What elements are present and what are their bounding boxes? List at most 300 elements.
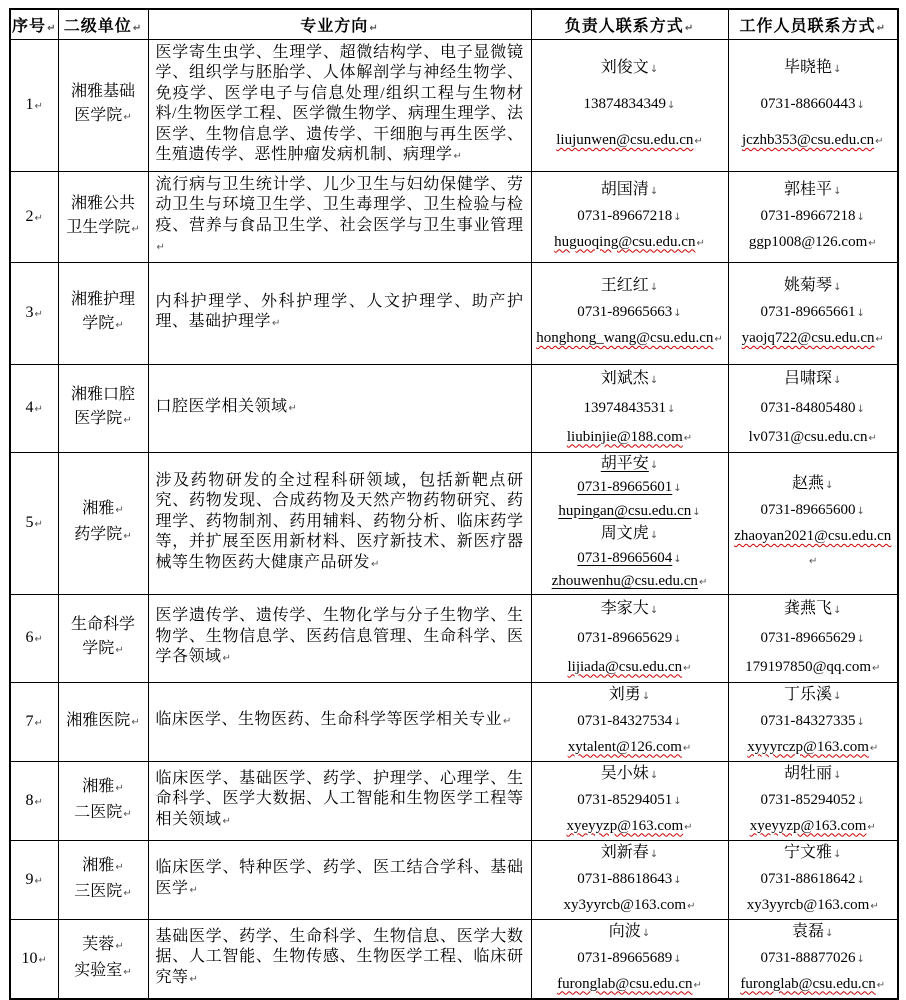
line-break-mark: ↓ (649, 848, 659, 860)
contact-phone: 0731-85294051 (577, 791, 673, 808)
line-break-mark: ↓ (673, 633, 682, 645)
contact-name: 袁磊 (792, 922, 825, 940)
lead-contact-cell (531, 919, 728, 999)
contact-line (729, 274, 898, 300)
specialty-cell (148, 262, 531, 364)
paragraph-mark: ↵ (875, 334, 884, 345)
line-break-mark: ↓ (649, 530, 659, 541)
table-body (10, 39, 898, 999)
paragraph-mark: ↵ (47, 22, 57, 34)
row-number: 9 (25, 870, 34, 888)
line-break-mark: ↓ (673, 716, 682, 728)
row-number: 10 (21, 949, 38, 967)
row-number-cell (10, 761, 58, 840)
contact-line (532, 476, 728, 500)
unit-cell (58, 919, 148, 999)
contact-email: zhaoyan2021@csu.edu.cn (734, 528, 892, 544)
paragraph-mark: ↵ (870, 900, 879, 912)
row-number: 5 (25, 514, 34, 531)
header-label: 序号 (12, 17, 47, 35)
paragraph-mark: ↵ (222, 653, 232, 665)
contact-line (729, 87, 898, 123)
paragraph-mark: ↵ (131, 716, 140, 728)
contact-name: 姚菊琴 (784, 277, 833, 294)
specialty-text: 流行病与卫生统计学、儿少卫生与妇幼保健学、劳动卫生与环境卫生学、卫生毒理学、卫生检验与检疫、营养与食品卫生学、社会医学与卫生事业管理↵ (156, 175, 524, 259)
contact-email: zhouwenhu@csu.edu.cn (551, 573, 698, 589)
line-break-mark: ↓ (649, 282, 659, 293)
paragraph-mark: ↵ (683, 662, 692, 674)
paragraph-mark: ↵ (683, 432, 693, 444)
paragraph-mark: ↵ (698, 577, 708, 588)
staff-contact-cell (728, 171, 898, 262)
contact-phone: 0731-84327534 (577, 712, 673, 729)
line-break-mark: ↓ (667, 100, 676, 111)
specialty-text: 口腔医学相关领域↵ (156, 397, 524, 420)
paragraph-mark: ↵ (693, 979, 702, 991)
staff-contact-cell (728, 919, 898, 999)
paragraph-mark: ↵ (132, 22, 143, 34)
unit-name-line: 二医院↵ (59, 801, 148, 827)
contact-line (729, 762, 898, 788)
contact-line (532, 547, 728, 571)
contact-line (729, 709, 898, 735)
paragraph-mark: ↵ (503, 716, 512, 728)
line-break-mark: ↓ (833, 604, 842, 616)
unit-name-line: 湘雅↵ (59, 854, 148, 880)
line-break-mark: ↓ (673, 308, 682, 319)
line-break-mark: ↓ (649, 374, 659, 386)
contact-line (532, 814, 728, 840)
contact-name: 毕晓艳 (784, 59, 833, 76)
line-break-mark: ↓ (649, 64, 659, 75)
contact-line (532, 653, 728, 682)
row-number-cell (10, 840, 58, 919)
contact-name: 宁文雅 (784, 843, 833, 861)
contact-line (729, 472, 898, 498)
row-number: 6 (25, 629, 34, 646)
line-break-mark: ↓ (856, 795, 865, 807)
contact-line (532, 204, 728, 230)
contact-phone: 0731-84805480 (760, 399, 856, 416)
specialty-text: 临床医学、生物医药、生命科学等医学相关专业↵ (156, 710, 524, 733)
lead-contact-cell (531, 364, 728, 452)
line-break-mark: ↓ (649, 604, 659, 616)
paragraph-mark: ↵ (189, 884, 199, 896)
paragraph-mark: ↵ (682, 742, 692, 754)
paragraph-mark: ↵ (687, 900, 696, 912)
specialty-cell (148, 840, 531, 919)
contact-phone: 0731-89665661 (760, 304, 856, 320)
unit-name-line: 卫生学院↵ (59, 216, 148, 242)
paragraph-mark: ↵ (34, 717, 43, 729)
contact-line (729, 814, 898, 840)
contact-name: 刘新春 (600, 843, 649, 861)
paragraph-mark: ↵ (868, 237, 877, 249)
line-break-mark: ↓ (856, 506, 865, 517)
contact-phone: 0731-89667218 (577, 207, 673, 224)
contact-line (729, 735, 898, 761)
row-number-cell (10, 364, 58, 452)
contact-phone: 0731-89665604 (577, 549, 673, 566)
contact-name: 周文虎 (600, 525, 649, 542)
contact-name: 向波 (608, 922, 641, 940)
contact-line (729, 498, 898, 524)
lead-contact-cell (531, 171, 728, 262)
contact-line (532, 500, 728, 524)
unit-name-line: 湘雅↵ (59, 775, 148, 801)
table-row (10, 682, 898, 761)
paragraph-mark: ↵ (115, 320, 124, 331)
paragraph-mark: ↵ (189, 973, 199, 985)
specialty-text: 基础医学、药学、生命科学、生物信息、医学大数据、人工智能、生物传感、生物医学工程、临床研究等↵ (156, 927, 524, 991)
row-number-cell (10, 594, 58, 682)
paragraph-mark: ↵ (123, 966, 132, 978)
unit-name-line: 芙蓉↵ (59, 933, 148, 959)
line-break-mark: ↓ (856, 211, 865, 223)
unit-name-line: 湘雅基础 (70, 83, 135, 100)
paragraph-mark: ↵ (288, 402, 298, 414)
paragraph-mark: ↵ (714, 334, 723, 345)
contact-line (729, 423, 898, 452)
row-number-cell (10, 262, 58, 364)
lead-contact-cell (531, 840, 728, 919)
contact-phone: 0731-88618642 (760, 870, 856, 887)
contact-line (729, 51, 898, 87)
unit-name-line: 湘雅↵ (59, 497, 148, 523)
paragraph-mark: ↵ (34, 212, 43, 224)
contact-email: xy3yyrcb@163.com (563, 896, 687, 913)
specialty-cell (148, 452, 531, 594)
contact-line (532, 841, 728, 867)
specialty-text: 内科护理学、外科护理学、人文护理学、助产护理、基础护理学↵ (156, 292, 524, 335)
specialty-text: 临床医学、特种医学、药学、医工结合学科、基础医学↵ (156, 858, 524, 901)
row-number-cell (10, 171, 58, 262)
contact-phone: 0731-89665689 (577, 949, 673, 966)
unit-name-line: 湘雅护理 (70, 291, 135, 308)
header-specialty-direction (148, 9, 531, 39)
line-break-mark: ↓ (673, 553, 682, 565)
contact-line (532, 920, 728, 946)
staff-contact-cell (728, 682, 898, 761)
contact-line (729, 972, 898, 998)
contact-line (532, 230, 728, 256)
paragraph-mark: ↵ (876, 22, 886, 34)
contact-name: 郭桂平 (784, 180, 833, 198)
contact-line (729, 841, 898, 867)
line-break-mark: ↓ (825, 480, 834, 491)
contact-phone: 0731-89667218 (760, 207, 856, 224)
unit-cell (58, 171, 148, 262)
contact-phone: 0731-89665629 (760, 629, 856, 646)
table-row (10, 452, 898, 594)
contact-email: huguoqing@csu.edu.cn (554, 233, 696, 250)
contact-phone: 0731-89665600 (760, 502, 856, 518)
paragraph-mark: ↵ (684, 821, 693, 833)
paragraph-mark: ↵ (115, 782, 124, 794)
line-break-mark: ↓ (673, 874, 682, 886)
contact-line (532, 394, 728, 423)
line-break-mark: ↓ (833, 64, 842, 75)
paragraph-mark: ↵ (34, 796, 43, 808)
paragraph-mark: ↵ (34, 875, 43, 887)
line-break-mark: ↓ (833, 282, 842, 293)
paragraph-mark: ↵ (34, 519, 43, 530)
contact-email: lijiada@csu.edu.cn (567, 658, 683, 675)
header-staff-contact (728, 9, 898, 39)
paragraph-mark: ↵ (34, 634, 43, 645)
header-secondary-unit (58, 9, 148, 39)
unit-cell (58, 364, 148, 452)
line-break-mark: ↓ (649, 769, 659, 781)
row-number: 4 (25, 399, 34, 416)
paragraph-mark: ↵ (453, 151, 463, 162)
specialty-cell (148, 594, 531, 682)
unit-name-line: 实验室↵ (59, 959, 148, 985)
line-break-mark: ↓ (833, 769, 842, 781)
contact-email: xyeyyzp@163.com (566, 817, 684, 834)
paragraph-mark: ↵ (371, 558, 380, 570)
contact-line (532, 326, 728, 352)
header-label: 工作人员联系方式 (739, 17, 876, 35)
contact-email: liubinjie@188.com (566, 428, 683, 445)
contact-phone: 0731-89665601 (577, 479, 673, 495)
specialty-cell (148, 682, 531, 761)
contact-line (729, 300, 898, 326)
contact-table (9, 8, 899, 1000)
paragraph-mark: ↵ (34, 309, 43, 320)
lead-contact-cell (531, 39, 728, 171)
contact-phone: 0731-88877026 (760, 949, 856, 966)
header-lead-contact (531, 9, 728, 39)
unit-cell (58, 39, 148, 171)
contact-line (532, 762, 728, 788)
contact-line (729, 624, 898, 653)
contact-name: 胡牡丽 (784, 764, 833, 782)
staff-contact-cell (728, 452, 898, 594)
contact-email: hupingan@csu.edu.cn (558, 502, 692, 519)
contact-phone: 0731-88660443 (760, 96, 856, 112)
paragraph-mark: ↵ (34, 404, 43, 415)
unit-name-line: 学院↵ (59, 637, 148, 663)
paragraph-mark: ↵ (38, 954, 47, 966)
line-break-mark: ↓ (673, 795, 682, 807)
contact-name: 胡国清 (600, 180, 649, 198)
unit-name-line: 药学院↵ (59, 523, 148, 549)
lead-contact-cell (531, 761, 728, 840)
contact-line (532, 972, 728, 998)
contact-line (532, 123, 728, 159)
contact-phone: 0731-89665629 (577, 629, 673, 646)
unit-name-line: 三医院↵ (59, 880, 148, 906)
contact-email: yaojq722@csu.edu.cn (741, 330, 875, 346)
staff-contact-cell (728, 39, 898, 171)
contact-line (729, 867, 898, 893)
contact-email: liujunwen@csu.edu.cn (556, 132, 694, 148)
contact-line (729, 394, 898, 423)
contact-line (532, 274, 728, 300)
contact-line (532, 87, 728, 123)
specialty-cell (148, 364, 531, 452)
staff-contact-cell (728, 594, 898, 682)
contact-email: xytalent@126.com (567, 738, 682, 755)
contact-name: 刘斌杰 (600, 369, 649, 387)
line-break-mark: ↓ (833, 374, 842, 386)
row-number: 1 (25, 96, 34, 113)
contact-line (729, 230, 898, 256)
contact-email: 179197850@qq.com (745, 658, 871, 675)
contact-email: xyeyyzp@163.com (749, 817, 867, 834)
table-row (10, 761, 898, 840)
line-break-mark: ↓ (856, 874, 865, 886)
paragraph-mark: ↵ (115, 645, 124, 656)
line-break-mark: ↓ (649, 185, 659, 197)
line-break-mark: ↓ (856, 633, 865, 645)
paragraph-mark: ↵ (34, 101, 43, 112)
contact-line (729, 524, 898, 574)
contact-line (532, 893, 728, 919)
contact-email: honghong_wang@csu.edu.cn (536, 330, 714, 346)
staff-contact-cell (728, 840, 898, 919)
line-break-mark: ↓ (833, 848, 842, 860)
paragraph-mark: ↵ (869, 742, 879, 754)
row-number-cell (10, 39, 58, 171)
unit-cell (58, 761, 148, 840)
unit-name-line: 湘雅医院↵ (59, 709, 148, 735)
paragraph-mark: ↵ (872, 662, 881, 674)
line-break-mark: ↓ (673, 483, 682, 494)
paragraph-mark: ↵ (115, 861, 124, 873)
line-break-mark: ↓ (673, 953, 682, 965)
contact-email: ggp1008@126.com (748, 233, 868, 250)
line-break-mark: ↓ (641, 690, 651, 702)
lead-contact-cell (531, 262, 728, 364)
contact-email: xy3yyrcb@163.com (746, 896, 870, 913)
unit-name-line: 生命科学 (70, 616, 135, 633)
specialty-cell (148, 39, 531, 171)
lead-contact-cell (531, 682, 728, 761)
contact-line (532, 178, 728, 204)
paragraph-mark: ↵ (876, 979, 886, 991)
unit-name-line: 湘雅公共 (70, 194, 135, 212)
paragraph-mark: ↵ (696, 237, 705, 249)
contact-line (532, 624, 728, 653)
specialty-text: 临床医学、基础医学、药学、护理学、心理学、生命科学、医学大数据、人工智能和生物医学工程等相关领域↵ (156, 769, 524, 833)
paragraph-mark: ↵ (115, 505, 124, 516)
contact-line (729, 893, 898, 919)
specialty-text: 医学遗传学、遗传学、生物化学与分子生物学、生物学、生物信息学、医药信息管理、生命科学、医学各领域↵ (156, 606, 524, 670)
contact-line (532, 735, 728, 761)
contact-phone: 13974843531 (583, 399, 667, 416)
header-label: 专业方向 (300, 17, 369, 35)
table-row (10, 262, 898, 364)
line-break-mark: ↓ (667, 403, 676, 415)
table-header (10, 9, 898, 39)
paragraph-mark: ↵ (867, 821, 876, 833)
row-number: 8 (25, 791, 34, 809)
paragraph-mark: ↵ (809, 556, 818, 567)
contact-line (729, 365, 898, 394)
row-number-cell (10, 919, 58, 999)
contact-name: 龚燕飞 (784, 599, 833, 617)
contact-line (729, 326, 898, 352)
contact-line (532, 595, 728, 624)
contact-phone: 0731-84327335 (760, 712, 856, 729)
contact-line (729, 683, 898, 709)
paragraph-mark: ↵ (222, 815, 232, 827)
table-row (10, 840, 898, 919)
unit-cell (58, 682, 148, 761)
contact-line (729, 204, 898, 230)
contact-line (532, 788, 728, 814)
line-break-mark: ↓ (692, 506, 701, 518)
contact-name: 吕啸琛 (784, 369, 833, 387)
specialty-text: 涉及药物研发的全过程科研领域，包括新靶点研究、药物发现、合成药物及天然产物药物研究、药理学、药物制剂、药用辅料、药物分析、临床药学等，并扩展至医用新材料、医疗新技术、新医疗器械等生物医药大健康产品研发↵ (156, 471, 524, 576)
lead-contact-cell (531, 594, 728, 682)
paragraph-mark: ↵ (868, 432, 877, 444)
paragraph-mark: ↵ (875, 136, 884, 147)
contact-email: lv0731@csu.edu.cn (748, 428, 868, 445)
contact-line (729, 946, 898, 972)
contact-phone: 0731-88618643 (577, 870, 673, 887)
line-break-mark: ↓ (833, 185, 842, 197)
contact-email: furonglab@csu.edu.cn (557, 975, 693, 992)
table-row (10, 171, 898, 262)
paragraph-mark: ↵ (123, 531, 132, 542)
paragraph-mark: ↵ (156, 242, 166, 253)
table-row (10, 39, 898, 171)
contact-line (532, 300, 728, 326)
paragraph-mark: ↵ (115, 940, 124, 952)
line-break-mark: ↓ (833, 690, 842, 702)
contact-email: jczhb353@csu.edu.cn (742, 132, 875, 148)
unit-name-line: 医学院↵ (59, 407, 148, 433)
contact-line (532, 709, 728, 735)
specialty-cell (148, 171, 531, 262)
table-row (10, 594, 898, 682)
contact-name: 吴小妹 (600, 764, 649, 782)
specialty-cell (148, 919, 531, 999)
specialty-cell (148, 761, 531, 840)
contact-name: 胡平安 (600, 454, 649, 472)
contact-line (729, 595, 898, 624)
contact-line (532, 523, 728, 547)
contact-line (729, 653, 898, 682)
contact-name: 刘勇 (608, 685, 641, 703)
paragraph-mark: ↵ (131, 223, 140, 235)
contact-line (532, 570, 728, 594)
unit-cell (58, 840, 148, 919)
line-break-mark: ↓ (641, 927, 651, 939)
contact-line (729, 178, 898, 204)
contact-line (729, 788, 898, 814)
contact-email: furonglab@csu.edu.cn (740, 975, 876, 992)
contact-name: 李家大 (600, 599, 649, 617)
row-number: 7 (25, 712, 34, 730)
table-row (10, 919, 898, 999)
staff-contact-cell (728, 262, 898, 364)
unit-cell (58, 262, 148, 364)
contact-name: 丁乐溪 (784, 685, 833, 703)
paragraph-mark: ↵ (123, 808, 132, 820)
contact-name: 王红红 (600, 277, 649, 294)
contact-line (532, 453, 728, 477)
contact-line (532, 683, 728, 709)
line-break-mark: ↓ (649, 459, 659, 471)
paragraph-mark: ↵ (123, 415, 132, 426)
specialty-text: 医学寄生虫学、生理学、超微结构学、电子显微镜学、组织学与胚胎学、人体解剖学与神经生物学、免疫学、医学电子与信息处理/组织工程与生物材料/生物医学工程、医学微生物学、病理生理学、法医学、生物信息学、遗传学、干细胞与再生医学、生殖遗传学、恶性肿瘤发病机制、病理学↵ (156, 43, 524, 168)
contact-line (532, 365, 728, 394)
lead-contact-cell (531, 452, 728, 594)
